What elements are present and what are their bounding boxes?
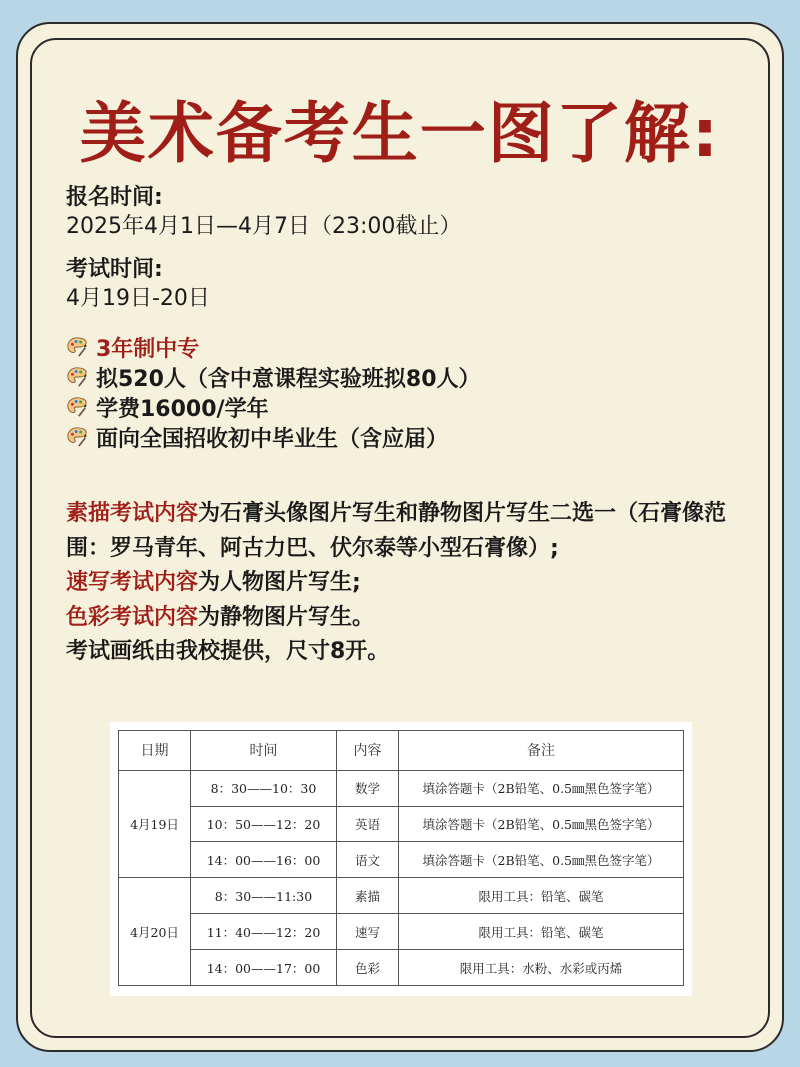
table-row xyxy=(119,914,684,950)
page-title: 美术备考生一图了解: xyxy=(79,95,721,172)
subject-cell: 色彩 xyxy=(337,950,399,986)
exam-block xyxy=(66,256,210,314)
subject-cell: 语文 xyxy=(337,842,399,878)
table-row xyxy=(119,878,684,914)
table-header-row xyxy=(119,731,684,771)
table-row xyxy=(119,950,684,986)
header-note: 备注 xyxy=(399,731,684,771)
color-label: 色彩考试内容 xyxy=(66,604,199,630)
bullet-item xyxy=(66,332,481,362)
paper-paragraph: 考试画纸由我校提供，尺寸8开。 xyxy=(66,639,390,664)
bullet-item xyxy=(66,392,481,422)
header-time: 时间 xyxy=(191,731,337,771)
subject-cell: 速写 xyxy=(337,914,399,950)
time-cell: 10：50——12：20 xyxy=(191,806,337,842)
sketch-text: 为石膏头像图片写生和静物图片写生二选一（石膏像范围：罗马青年、阿古力巴、伏尔泰等小型石膏像）; xyxy=(66,501,727,561)
header-date: 日期 xyxy=(119,731,191,771)
note-cell: 限用工具：铅笔、碳笔 xyxy=(399,914,684,950)
palette-icon xyxy=(66,396,88,418)
schedule-table-container xyxy=(110,722,692,996)
palette-icon xyxy=(66,336,88,358)
exam-label: 考试时间: xyxy=(66,257,163,282)
bullet-item xyxy=(66,422,481,452)
note-cell: 填涂答题卡（2B铅笔、0.5㎜黑色签字笔） xyxy=(399,806,684,842)
bullet-text: 拟520人（含中意课程实验班拟80人） xyxy=(96,366,481,392)
note-cell: 填涂答题卡（2B铅笔、0.5㎜黑色签字笔） xyxy=(399,842,684,878)
speed-label: 速写考试内容 xyxy=(66,570,199,595)
table-row xyxy=(119,806,684,842)
note-cell: 填涂答题卡（2B铅笔、0.5㎜黑色签字笔） xyxy=(399,770,684,806)
time-cell: 11：40——12：20 xyxy=(191,914,337,950)
note-cell: 限用工具：水粉、水彩或丙烯 xyxy=(399,950,684,986)
time-cell: 8：30——11:30 xyxy=(191,878,337,914)
bullet-text: 3年制中专 xyxy=(96,336,200,362)
bullet-text: 学费16000/学年 xyxy=(96,396,269,422)
palette-icon xyxy=(66,366,88,388)
table-row xyxy=(119,770,684,806)
speed-text: 为人物图片写生; xyxy=(198,570,361,595)
palette-icon xyxy=(66,426,88,448)
exam-description xyxy=(66,497,746,670)
time-cell: 14：00——17：00 xyxy=(191,950,337,986)
time-cell: 14：00——16：00 xyxy=(191,842,337,878)
date-cell: 4月19日 xyxy=(119,770,191,878)
bullet-text: 面向全国招收初中毕业生（含应届） xyxy=(96,426,449,452)
registration-block xyxy=(66,184,461,242)
bullet-item xyxy=(66,362,481,392)
bullet-list xyxy=(66,332,481,452)
table-row xyxy=(119,842,684,878)
sketch-paragraph xyxy=(66,497,746,566)
exam-value: 4月19日-20日 xyxy=(66,286,210,311)
registration-label: 报名时间: xyxy=(66,185,163,210)
time-cell: 8：30——10：30 xyxy=(191,770,337,806)
sketch-label: 素描考试内容 xyxy=(66,501,199,526)
header-subject: 内容 xyxy=(337,731,399,771)
schedule-table xyxy=(118,730,684,986)
subject-cell: 数学 xyxy=(337,770,399,806)
registration-value: 2025年4月1日—4月7日（23:00截止） xyxy=(66,214,462,239)
date-cell: 4月20日 xyxy=(119,878,191,986)
color-text: 为静物图片写生。 xyxy=(198,604,375,630)
subject-cell: 英语 xyxy=(337,806,399,842)
speed-paragraph xyxy=(66,566,746,601)
color-paragraph xyxy=(66,601,746,636)
subject-cell: 素描 xyxy=(337,878,399,914)
note-cell: 限用工具：铅笔、碳笔 xyxy=(399,878,684,914)
